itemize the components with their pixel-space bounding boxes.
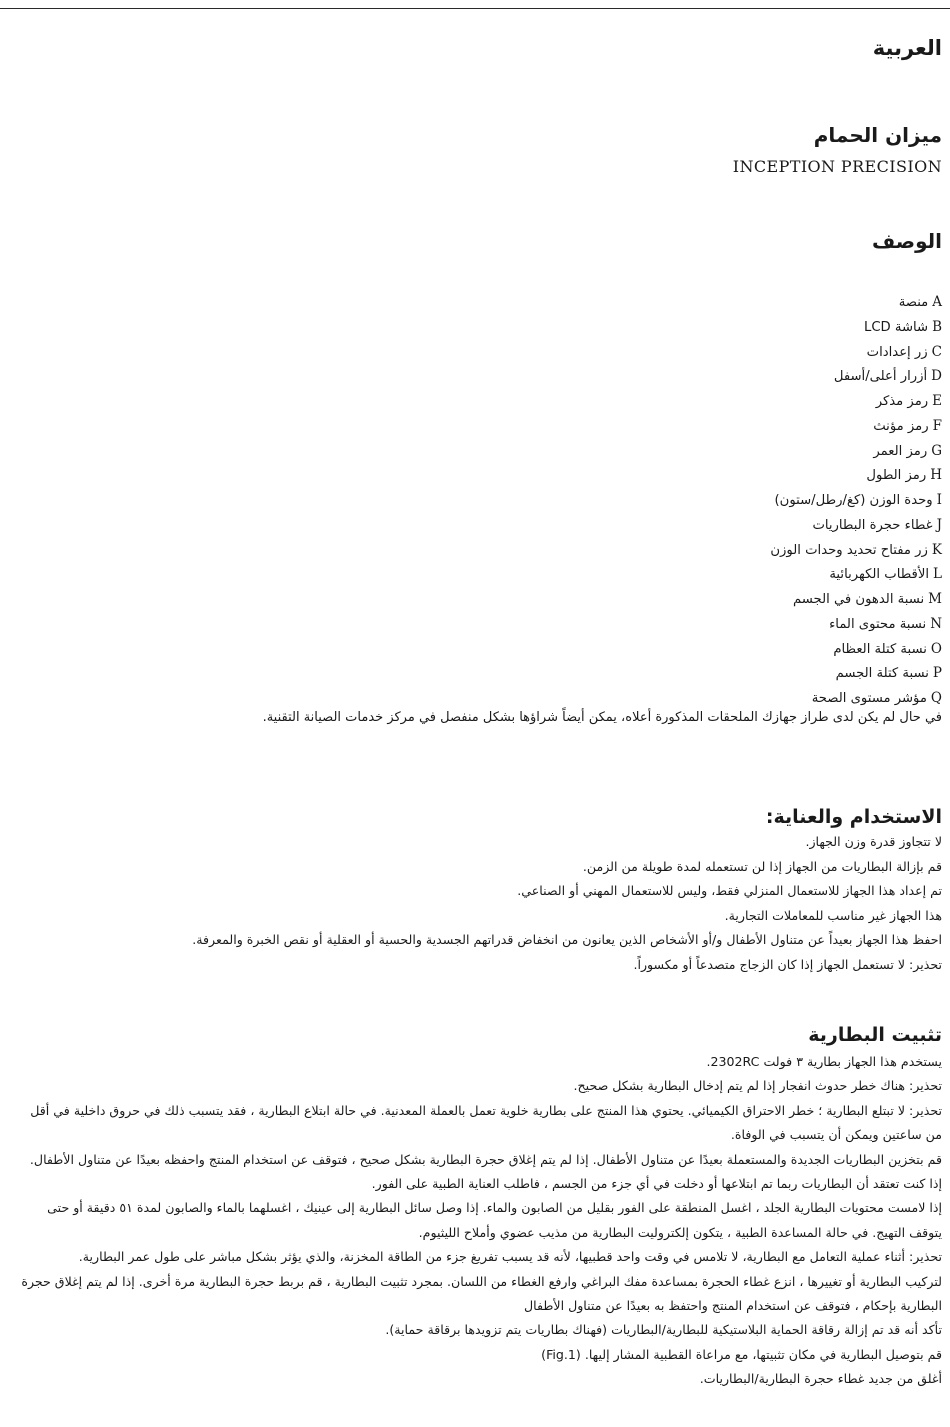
usage-list bbox=[12, 830, 942, 977]
battery-line: يستخدم هذا الجهاز بطارية ٣ فولت 2302RC. bbox=[706, 1054, 942, 1069]
battery-list bbox=[12, 1050, 942, 1392]
part-label: رمز العمر bbox=[873, 443, 928, 459]
part-letter: Q bbox=[930, 690, 942, 706]
battery-line: تحذير: أثناء عملية التعامل مع البطارية، لا تلامس في وقت واحد قطبيها، لأنه قد يسبب تفريغ جزء من الطاقة المخزنة، والذي يؤثر بشكل مباشر على طول عمر البطارية. bbox=[78, 1249, 942, 1265]
part-label: رمز مؤنث bbox=[873, 418, 929, 434]
part-item bbox=[770, 463, 942, 488]
product-title: ميزان الحمام bbox=[813, 123, 942, 147]
battery-line: تحذير: لا تبتلع البطارية ؛ خطر الاحتراق الكيميائي. يحتوي هذا المنتج على بطارية خلوية تعمل بالعملة المعدنية. في حالة ابتلاع البطارية ، فقد يتسبب ذلك في حروق داخلية في أقل من ساعتين ويمكن أن يتسبب في الوفاة. bbox=[30, 1102, 942, 1143]
battery-line: إذا لامست محتويات البطارية الجلد ، اغسل المنطقة على الفور بقليل من الصابون والماء. إذا وصل سائل البطارية إلى عينيك ، اغسلهما بالماء والصابون لمدة ٥١ دقيقة أو حتى يتوقف التهيج. في حالة المساعدة الطبية ، يتكون إلكتروليت البطارية من مذيب عضوي وأملاح الليثيوم. bbox=[47, 1200, 942, 1240]
part-letter: H bbox=[930, 467, 942, 484]
parts-list bbox=[770, 290, 942, 711]
part-item bbox=[770, 414, 942, 439]
part-item bbox=[770, 290, 942, 315]
part-letter: L bbox=[933, 566, 942, 583]
top-rule bbox=[0, 8, 950, 9]
part-letter: P bbox=[932, 665, 942, 682]
part-label: نسبة كتلة العظام bbox=[833, 641, 927, 657]
part-letter: G bbox=[931, 442, 942, 459]
battery-line: أغلق من جديد غطاء حجرة البطارية/البطاريات. bbox=[699, 1371, 942, 1387]
part-label: زر إعدادات bbox=[866, 344, 928, 360]
part-label: الأقطاب الكهربائية bbox=[829, 567, 930, 583]
part-item bbox=[770, 340, 942, 365]
part-letter: J bbox=[936, 516, 942, 533]
part-item bbox=[770, 661, 942, 686]
part-letter: K bbox=[931, 541, 942, 558]
part-letter: B bbox=[932, 318, 942, 335]
part-item bbox=[770, 562, 942, 587]
part-label: زر مفتاح تحديد وحدات الوزن bbox=[770, 542, 928, 558]
usage-line: قم بإزالة البطاريات من الجهاز إذا لن تستعمله لمدة طويلة من الزمن. bbox=[582, 858, 942, 874]
language-heading: العربية bbox=[872, 36, 942, 60]
part-label: غطاء حجرة البطاريات bbox=[812, 517, 933, 533]
part-item bbox=[770, 538, 942, 563]
part-item bbox=[770, 637, 942, 662]
part-letter: D bbox=[931, 368, 942, 385]
part-item bbox=[770, 587, 942, 612]
part-item bbox=[770, 612, 942, 637]
part-label: نسبة محتوى الماء bbox=[829, 616, 927, 632]
part-label: منصة bbox=[898, 295, 929, 310]
description-heading: الوصف bbox=[871, 229, 942, 253]
battery-line: تأكد أنه قد تم إزالة رقاقة الحماية البلاستيكية للبطارية/البطاريات (فهناك بطاريات يتم تزويدها برقاقة حماية). bbox=[385, 1322, 942, 1338]
accessories-note: في حال لم يكن لدى طراز جهازك الملحقات المذكورة أعلاه، يمكن أيضاً شراؤها بشكل منفصل في مركز خدمات الصيانة التقنية. bbox=[262, 710, 942, 725]
part-item bbox=[770, 315, 942, 340]
product-model: INCEPTION PRECISION bbox=[732, 157, 942, 176]
usage-line: تم إعداد هذا الجهاز للاستعمال المنزلي فقط، وليس للاستعمال المهني أو الصناعي. bbox=[517, 883, 942, 898]
usage-line: تحذير: لا تستعمل الجهاز إذا كان الزجاج متصدعاً أو مكسوراً. bbox=[633, 956, 942, 972]
battery-line: إذا كنت تعتقد أن البطاريات ربما تم ابتلاعها أو دخلت في أي جزء من الجسم ، فاطلب العناية الطبية على الفور. bbox=[371, 1176, 942, 1192]
usage-line: لا تتجاوز قدرة وزن الجهاز. bbox=[805, 834, 942, 849]
part-label: رمز الطول bbox=[866, 468, 927, 484]
usage-line: احفظ هذا الجهاز بعيداً عن متناول الأطفال و/أو الأشخاص الذين يعانون من انخفاض قدراتهم الجسدية والحسية أو العقلية أو نقص الخبرة والمعرفة. bbox=[192, 932, 942, 947]
part-label: وحدة الوزن (كغ/رطل/ستون) bbox=[774, 493, 933, 508]
part-letter: E bbox=[932, 393, 942, 409]
battery-heading: تثبيت البطارية bbox=[808, 1024, 942, 1046]
part-item bbox=[770, 389, 942, 414]
part-item bbox=[770, 513, 942, 538]
battery-line: لتركيب البطارية أو تغييرها ، انزع غطاء الحجرة بمساعدة مفك البراغي وارفع الغطاء من اللسان. بمجرد تثبيت البطارية ، قم بربط حجرة البطارية مرة أخرى. إذا لم يتم إغلاق حجرة البطارية بإحكام ، فتوقف عن استخدام المنتج واحتفظ به بعيدًا عن متناول الأطفال bbox=[21, 1273, 942, 1314]
part-letter: O bbox=[930, 640, 942, 657]
part-letter: M bbox=[928, 591, 942, 607]
part-item bbox=[770, 439, 942, 464]
usage-line: هذا الجهاز غير مناسب للمعاملات التجارية. bbox=[724, 907, 942, 923]
part-letter: C bbox=[931, 343, 942, 360]
part-letter: F bbox=[932, 417, 942, 434]
battery-line: تحذير: هناك خطر حدوث انفجار إذا لم يتم إدخال البطارية بشكل صحيح. bbox=[573, 1078, 942, 1094]
part-item bbox=[770, 364, 942, 389]
part-label: مؤشر مستوى الصحة bbox=[811, 691, 927, 706]
part-label: رمز مذكر bbox=[875, 394, 929, 409]
part-label: نسبة الدهون في الجسم bbox=[793, 592, 925, 607]
battery-line: قم بتوصيل البطارية في مكان تثبيتها، مع مراعاة القطبية المشار إليها. (Fig.1) bbox=[541, 1346, 942, 1362]
part-label: نسبة كتلة الجسم bbox=[835, 666, 929, 682]
part-letter: A bbox=[932, 294, 942, 310]
part-label: أزرار أعلى/أسفل bbox=[833, 369, 928, 385]
part-letter: N bbox=[930, 615, 942, 632]
battery-line: قم بتخزين البطاريات الجديدة والمستعملة بعيدًا عن متناول الأطفال. إذا لم يتم إغلاق حجرة البطارية بشكل صحيح ، فتوقف عن استخدام المنتج واحفظه بعيدًا عن متناول الأطفال. bbox=[29, 1151, 942, 1167]
usage-heading: الاستخدام والعناية: bbox=[765, 806, 942, 828]
part-label: شاشة LCD bbox=[863, 319, 929, 335]
part-item bbox=[770, 488, 942, 513]
part-letter: I bbox=[936, 492, 942, 508]
